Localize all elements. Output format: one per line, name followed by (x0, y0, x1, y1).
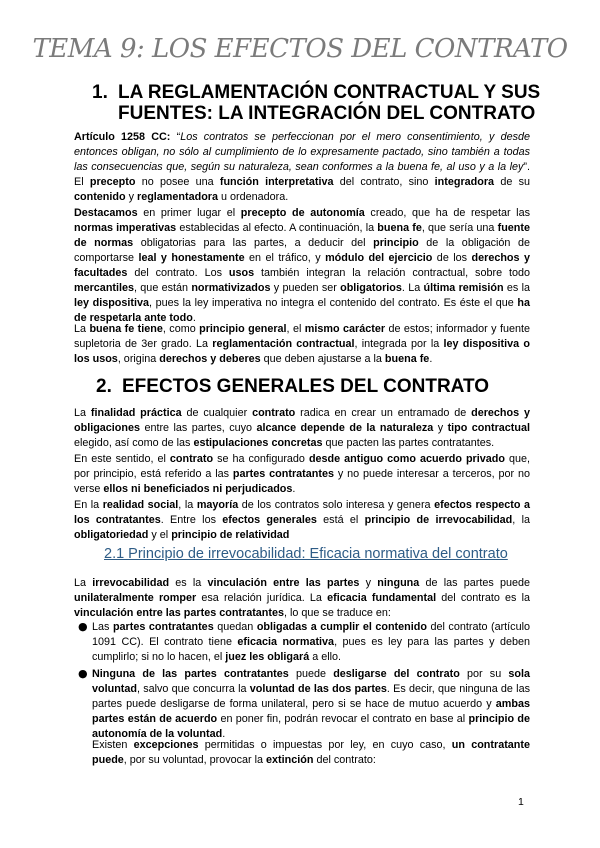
page-number: 1 (518, 796, 524, 808)
subsection-2-1-paragraph-1: La irrevocabilidad es la vinculación entre las partes y ninguna de las partes puede unilateralmente romper esa relación jurídica. La eficacia fundamental del contrato es la vinculación entre las partes contratantes, lo que se traduce en: (74, 577, 531, 619)
section-1-paragraph-2: Destacamos en primer lugar el precepto de autonomía creado, que ha de respetar las normas imperativas establecidas al efecto. A continuación, la buena fe, que sería una fuente de normas obligatorias para las partes, a deducir del principio de la obligación de comportarse leal y honestamente en el tráfico, y módulo del ejercicio de los derechos y facultades del contrato. Los usos también integran la relación contractual, sobre todo mercantiles, que están normativizados y pueden ser obligatorios. La última remisión es la ley dispositiva, pues la ley imperativa no integra el contenido del contrato. Es éste el que ha de respetarla ante todo. (74, 207, 531, 324)
section-1-heading (92, 82, 540, 103)
section-1-heading-line2: FUENTES: LA INTEGRACIÓN DEL CONTRATO (118, 103, 536, 124)
bullet-item-2: Ninguna de las partes contratantes puede desligarse del contrato por su sola voluntad, salvo que concurra la voluntad de las dos partes. Es decir, que ninguna de las partes puede desligarse de forma unilateral, pero si se hace de mutuo acuerdo y ambas partes están de acuerdo en poner fin, podrán revocar el contrato en base al principio de autonomía de la voluntad. (92, 668, 530, 740)
section-1-number: 1. (92, 82, 108, 103)
bullet-marker-2: ● (78, 667, 88, 680)
document-title: TEMA 9: LOS EFECTOS DEL CONTRATO (32, 34, 568, 64)
section-2-paragraph-3: En la realidad social, la mayoría de los contratos solo interesa y genera efectos respecto a los contratantes. Entre los efectos generales está el principio de irrevocabilidad, la obligatoriedad y el principio de relatividad (74, 499, 531, 541)
bullet-marker-1: ● (78, 620, 88, 633)
section-1-paragraph-1: Artículo 1258 CC: “Los contratos se perfeccionan por el mero consentimiento, y desde entonces obligan, no sólo al cumplimiento de lo expresamente pactado, sino también a todas las consecuencias que, según su naturaleza, sean conformes a la buena fe, al uso y a la ley”. El precepto no posee una función interpretativa del contrato, sino integradora de su contenido y reglamentadora u ordenadora. (74, 131, 530, 203)
section-1-title-line1: LA REGLAMENTACIÓN CONTRACTUAL Y SUS (118, 82, 541, 103)
section-2-number: 2. (96, 376, 112, 397)
section-2-heading (96, 376, 489, 397)
section-2-paragraph-2: En este sentido, el contrato se ha configurado desde antiguo como acuerdo privado que, por principio, está referido a las partes contratantes y no puede interesar a terceros, por no verse ellos ni beneficiados ni perjudicados. (74, 453, 530, 495)
exceptions-paragraph: Existen excepciones permitidas o impuestas por ley, en cuyo caso, un contratante puede, por su voluntad, provocar la extinción del contrato: (92, 739, 530, 766)
section-1-paragraph-3: La buena fe tiene, como principio general, el mismo carácter de estos; informador y fuente supletoria de 3er grado. La reglamentación contractual, integrada por la ley dispositiva o los usos, origina derechos y deberes que deben ajustarse a la buena fe. (74, 323, 531, 365)
bullet-item-1: Las partes contratantes quedan obligadas a cumplir el contenido del contrato (artículo 1091 CC). El contrato tiene eficacia normativa, pues es ley para las partes y deben cumplirlo; si no lo hacen, el juez les obligará a ello. (92, 621, 530, 663)
section-2-paragraph-1: La finalidad práctica de cualquier contrato radica en crear un entramado de derechos y obligaciones entre las partes, cuyo alcance depende de la naturaleza y tipo contractual elegido, así como de las estipulaciones concretas que pacten las partes contratantes. (74, 407, 531, 449)
section-2-title: EFECTOS GENERALES DEL CONTRATO (122, 376, 490, 397)
subsection-2-1-heading: 2.1 Principio de irrevocabilidad: Eficacia normativa del contrato (104, 546, 508, 562)
